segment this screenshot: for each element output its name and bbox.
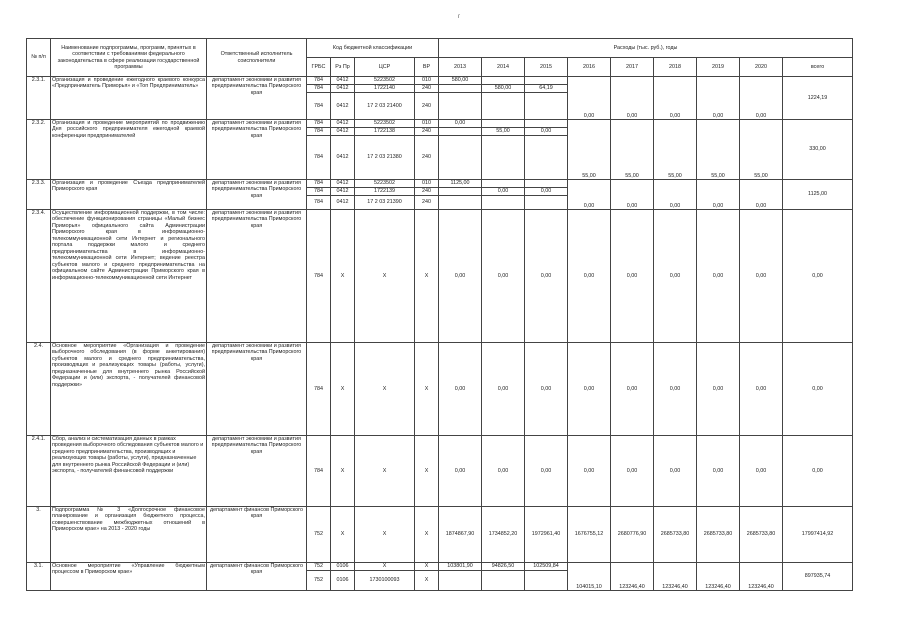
row-number: 2.3.3. bbox=[27, 180, 51, 210]
cell-csr: X bbox=[355, 343, 415, 436]
row-number: 2.4.1. bbox=[27, 436, 51, 507]
row-executor: департамент экономики и развития предпринимательства Приморского края bbox=[207, 77, 307, 120]
cell-2016: 0,00 bbox=[568, 436, 611, 507]
cell-total: 17997414,92 bbox=[783, 507, 853, 563]
table-row bbox=[27, 563, 853, 571]
cell-2018: 0,00 bbox=[654, 180, 697, 210]
cell-grbs: 752 bbox=[307, 563, 331, 571]
cell-vr: X bbox=[415, 507, 439, 563]
cell-2015 bbox=[525, 571, 568, 591]
row-name: Организация и проведение Съезда предпринимателей Приморского края bbox=[51, 180, 207, 210]
cell-2015 bbox=[525, 120, 568, 128]
cell-vr: 240 bbox=[415, 93, 439, 120]
cell-total: 0,00 bbox=[783, 210, 853, 343]
cell-2015: 0,00 bbox=[525, 128, 568, 136]
cell-rzpr: 0412 bbox=[331, 196, 355, 210]
cell-2015: 1972961,40 bbox=[525, 507, 568, 563]
row-executor: департамент экономики и развития предпринимательства Приморского края bbox=[207, 210, 307, 343]
cell-2019: 2685733,80 bbox=[697, 507, 740, 563]
cell-2014: 0,00 bbox=[482, 343, 525, 436]
cell-2017: 0,00 bbox=[611, 180, 654, 210]
cell-rzpr: X bbox=[331, 507, 355, 563]
cell-2014: 0,00 bbox=[482, 210, 525, 343]
cell-total: 330,00 bbox=[783, 120, 853, 180]
cell-csr: 1722139 bbox=[355, 188, 415, 196]
header-row-1 bbox=[27, 39, 853, 58]
cell-vr: X bbox=[415, 563, 439, 571]
cell-2015: 64,19 bbox=[525, 85, 568, 93]
cell-grbs: 784 bbox=[307, 196, 331, 210]
cell-total: 1125,00 bbox=[783, 180, 853, 210]
cell-vr: X bbox=[415, 436, 439, 507]
table-row bbox=[27, 120, 853, 128]
cell-vr: 010 bbox=[415, 77, 439, 85]
row-executor: департамент финансов Приморского края bbox=[207, 507, 307, 563]
cell-2015: 0,00 bbox=[525, 343, 568, 436]
cell-csr: 5223502 bbox=[355, 77, 415, 85]
cell-2013: 0,00 bbox=[439, 343, 482, 436]
header-total: всего bbox=[783, 58, 853, 77]
cell-rzpr: 0412 bbox=[331, 85, 355, 93]
cell-2017: 0,00 bbox=[611, 436, 654, 507]
header-2018: 2018 bbox=[654, 58, 697, 77]
cell-2014 bbox=[482, 180, 525, 188]
cell-csr: X bbox=[355, 436, 415, 507]
cell-2015 bbox=[525, 77, 568, 85]
cell-rzpr: 0412 bbox=[331, 120, 355, 128]
cell-2014: 0,00 bbox=[482, 188, 525, 196]
cell-2013 bbox=[439, 93, 482, 120]
row-number: 2.3.4. bbox=[27, 210, 51, 343]
cell-csr: 1722140 bbox=[355, 85, 415, 93]
header-2013: 2013 bbox=[439, 58, 482, 77]
cell-2014: 1734852,20 bbox=[482, 507, 525, 563]
row-name: Основное мероприятие «Организация и проведение выборочного обследования (в форме анкетирования) субъектов малого и среднего предпринимательства, производящих и реализующих товары (работы, услуги), предназначенные для внутреннего рынка Российской Федерации и (или) экспорта, - получателей финансовой поддержки» bbox=[51, 343, 207, 436]
table-row bbox=[27, 436, 853, 507]
cell-vr: 240 bbox=[415, 128, 439, 136]
cell-2015 bbox=[525, 93, 568, 120]
cell-rzpr: 0412 bbox=[331, 188, 355, 196]
row-executor: департамент финансов Приморского края bbox=[207, 563, 307, 591]
cell-csr: X bbox=[355, 563, 415, 571]
cell-2019: 0,00 bbox=[697, 210, 740, 343]
cell-2016: 1676755,12 bbox=[568, 507, 611, 563]
cell-grbs: 752 bbox=[307, 507, 331, 563]
row-name: Подпрограмма № 3 «Долгосрочное финансовое планирование и организация бюджетного процесса, совершенствование межбюджетных отношений в Приморском крае» на 2013 - 2020 годы bbox=[51, 507, 207, 563]
cell-rzpr: X bbox=[331, 210, 355, 343]
cell-2018: 0,00 bbox=[654, 436, 697, 507]
cell-grbs: 784 bbox=[307, 128, 331, 136]
cell-vr: 240 bbox=[415, 196, 439, 210]
cell-2018: 0,00 bbox=[654, 210, 697, 343]
cell-vr: X bbox=[415, 571, 439, 591]
cell-grbs: 784 bbox=[307, 210, 331, 343]
header-2020: 2020 bbox=[740, 58, 783, 77]
cell-2017: 55,00 bbox=[611, 120, 654, 180]
cell-grbs: 784 bbox=[307, 93, 331, 120]
cell-grbs: 784 bbox=[307, 180, 331, 188]
row-number: 3.1. bbox=[27, 563, 51, 591]
cell-rzpr: 0106 bbox=[331, 571, 355, 591]
cell-rzpr: 0412 bbox=[331, 128, 355, 136]
cell-2020: 0,00 bbox=[740, 77, 783, 120]
cell-vr: 010 bbox=[415, 120, 439, 128]
row-number: 2.3.2. bbox=[27, 120, 51, 180]
cell-2013 bbox=[439, 571, 482, 591]
header-num: № п/п bbox=[27, 39, 51, 77]
row-name: Сбор, анализ и систематизация данных в рамках проведения выборочного обследования субъектов малого и среднего предпринимательства, производящих и реализующих товары (работы, услуги), предназначенные для внутреннего рынка Российской Федерации и (или) экспорта, - получателей финансовой поддержки bbox=[51, 436, 207, 507]
cell-2016: 0,00 bbox=[568, 343, 611, 436]
row-number: 3. bbox=[27, 507, 51, 563]
table-row bbox=[27, 180, 853, 188]
cell-2013: 103801,90 bbox=[439, 563, 482, 571]
cell-2016: 0,00 bbox=[568, 210, 611, 343]
cell-2014: 55,00 bbox=[482, 128, 525, 136]
cell-2016: 55,00 bbox=[568, 120, 611, 180]
cell-2020: 0,00 bbox=[740, 210, 783, 343]
cell-2013: 1125,00 bbox=[439, 180, 482, 188]
cell-2016: 104015,10 bbox=[568, 563, 611, 591]
cell-csr: X bbox=[355, 507, 415, 563]
cell-2017: 123246,40 bbox=[611, 563, 654, 591]
cell-2014 bbox=[482, 120, 525, 128]
cell-2014 bbox=[482, 93, 525, 120]
cell-2013: 1874867,90 bbox=[439, 507, 482, 563]
cell-2016: 0,00 bbox=[568, 180, 611, 210]
cell-total: 897935,74 bbox=[783, 563, 853, 591]
cell-2013: 0,00 bbox=[439, 436, 482, 507]
cell-2013 bbox=[439, 85, 482, 93]
cell-2015: 0,00 bbox=[525, 210, 568, 343]
row-executor: департамент экономики и развития предпринимательства Приморского края bbox=[207, 436, 307, 507]
cell-2013: 0,00 bbox=[439, 120, 482, 128]
cell-vr: 240 bbox=[415, 136, 439, 180]
cell-grbs: 784 bbox=[307, 85, 331, 93]
cell-2019: 0,00 bbox=[697, 180, 740, 210]
cell-2017: 0,00 bbox=[611, 210, 654, 343]
header-expenses: Расходы (тыс. руб.), годы bbox=[439, 39, 853, 58]
cell-2015 bbox=[525, 196, 568, 210]
cell-2019: 0,00 bbox=[697, 343, 740, 436]
cell-2013 bbox=[439, 188, 482, 196]
cell-2018: 0,00 bbox=[654, 77, 697, 120]
cell-2015: 0,00 bbox=[525, 188, 568, 196]
cell-rzpr: X bbox=[331, 343, 355, 436]
cell-2020: 55,00 bbox=[740, 120, 783, 180]
cell-csr: 1730100093 bbox=[355, 571, 415, 591]
cell-rzpr: 0412 bbox=[331, 136, 355, 180]
cell-csr: 17 2 03 21400 bbox=[355, 93, 415, 120]
cell-2018: 0,00 bbox=[654, 343, 697, 436]
row-name: Организация и проведение ежегодного краевого конкурса «Предприниматель Приморья» и «Топ Предприниматель» bbox=[51, 77, 207, 120]
cell-csr: 17 2 03 21380 bbox=[355, 136, 415, 180]
header-kbk: Код бюджетной классификации bbox=[307, 39, 439, 58]
cell-vr: 240 bbox=[415, 85, 439, 93]
header-name: Наименование подпрограммы, программ, принятых в соответствии с требованиями федерального законодательства в сфере реализации государственной программы bbox=[51, 39, 207, 77]
cell-2020: 0,00 bbox=[740, 343, 783, 436]
row-executor: департамент экономики и развития предпринимательства Приморского края bbox=[207, 343, 307, 436]
cell-2020: 2685733,80 bbox=[740, 507, 783, 563]
header-executor: Ответственный исполнитель соисполнители bbox=[207, 39, 307, 77]
cell-2013 bbox=[439, 196, 482, 210]
cell-2020: 0,00 bbox=[740, 436, 783, 507]
budget-table bbox=[26, 38, 853, 591]
cell-rzpr: 0412 bbox=[331, 77, 355, 85]
cell-2014: 94826,50 bbox=[482, 563, 525, 571]
table-row bbox=[27, 507, 853, 563]
table-row bbox=[27, 77, 853, 85]
header-vr: ВР bbox=[415, 58, 439, 77]
header-2019: 2019 bbox=[697, 58, 740, 77]
cell-csr: 5223502 bbox=[355, 120, 415, 128]
cell-2015: 0,00 bbox=[525, 436, 568, 507]
cell-rzpr: 0106 bbox=[331, 563, 355, 571]
cell-vr: 010 bbox=[415, 180, 439, 188]
cell-2014 bbox=[482, 571, 525, 591]
cell-2013: 0,00 bbox=[439, 210, 482, 343]
cell-total: 0,00 bbox=[783, 343, 853, 436]
cell-grbs: 784 bbox=[307, 343, 331, 436]
cell-2014: 0,00 bbox=[482, 436, 525, 507]
cell-csr: 5223502 bbox=[355, 180, 415, 188]
cell-2018: 2685733,80 bbox=[654, 507, 697, 563]
cell-grbs: 784 bbox=[307, 436, 331, 507]
cell-2014 bbox=[482, 136, 525, 180]
cell-csr: 1722138 bbox=[355, 128, 415, 136]
cell-2017: 0,00 bbox=[611, 343, 654, 436]
row-name: Организация и проведение мероприятий по продвижению Дня российского предпринимателя ежегодной краевой конференции предпринимателей bbox=[51, 120, 207, 180]
cell-2013 bbox=[439, 136, 482, 180]
header-rzpr: Рз Пр bbox=[331, 58, 355, 77]
cell-2015: 102509,84 bbox=[525, 563, 568, 571]
cell-csr: 17 2 03 21390 bbox=[355, 196, 415, 210]
header-2017: 2017 bbox=[611, 58, 654, 77]
cell-grbs: 784 bbox=[307, 188, 331, 196]
row-executor: департамент экономики и развития предпринимательства Приморского края bbox=[207, 120, 307, 180]
cell-2018: 123246,40 bbox=[654, 563, 697, 591]
row-name: Основное мероприятие «Управление бюджетным процессом в Приморском крае» bbox=[51, 563, 207, 591]
cell-vr: X bbox=[415, 343, 439, 436]
cell-grbs: 784 bbox=[307, 120, 331, 128]
cell-2015 bbox=[525, 180, 568, 188]
cell-2014 bbox=[482, 77, 525, 85]
header-2015: 2015 bbox=[525, 58, 568, 77]
header-2016: 2016 bbox=[568, 58, 611, 77]
row-number: 2.3.1. bbox=[27, 77, 51, 120]
cell-csr: X bbox=[355, 210, 415, 343]
cell-2019: 123246,40 bbox=[697, 563, 740, 591]
cell-rzpr: X bbox=[331, 436, 355, 507]
cell-total: 0,00 bbox=[783, 436, 853, 507]
cell-grbs: 784 bbox=[307, 77, 331, 85]
cell-2015 bbox=[525, 136, 568, 180]
row-name: Осуществление информационной поддержки, в том числе: обеспечение функционирования страницы «Малый бизнес Приморья» официального сайта Администрации Приморского края в информационно-телекоммуникационной сети Интернет и регионального портала поддержки малого и среднего предпринимательства в информационно-телекоммуникационной сети Интернет; ведение реестра субъектов малого и среднего предпринимательства на официальном сайте Администрации Приморского края в информационно-телекоммуникационной сети Интернет bbox=[51, 210, 207, 343]
table-row bbox=[27, 210, 853, 343]
cell-grbs: 784 bbox=[307, 136, 331, 180]
cell-total: 1224,19 bbox=[783, 77, 853, 120]
cell-vr: X bbox=[415, 210, 439, 343]
cell-2018: 55,00 bbox=[654, 120, 697, 180]
cell-rzpr: 0412 bbox=[331, 180, 355, 188]
cell-rzpr: 0412 bbox=[331, 93, 355, 120]
cell-2017: 2680776,90 bbox=[611, 507, 654, 563]
cell-2019: 0,00 bbox=[697, 77, 740, 120]
cell-2020: 123246,40 bbox=[740, 563, 783, 591]
cell-2020: 0,00 bbox=[740, 180, 783, 210]
cell-2019: 55,00 bbox=[697, 120, 740, 180]
cell-2019: 0,00 bbox=[697, 436, 740, 507]
cell-2017: 0,00 bbox=[611, 77, 654, 120]
cell-2016: 0,00 bbox=[568, 77, 611, 120]
page-mark: г bbox=[458, 14, 461, 20]
row-number: 2.4. bbox=[27, 343, 51, 436]
cell-grbs: 752 bbox=[307, 571, 331, 591]
header-csr: ЦСР bbox=[355, 58, 415, 77]
cell-2014: 580,00 bbox=[482, 85, 525, 93]
cell-2014 bbox=[482, 196, 525, 210]
header-grbs: ГРБС bbox=[307, 58, 331, 77]
header-2014: 2014 bbox=[482, 58, 525, 77]
cell-2013 bbox=[439, 128, 482, 136]
table-row bbox=[27, 343, 853, 436]
cell-vr: 240 bbox=[415, 188, 439, 196]
row-executor: департамент экономики и развития предпринимательства Приморского края bbox=[207, 180, 307, 210]
cell-2013: 580,00 bbox=[439, 77, 482, 85]
